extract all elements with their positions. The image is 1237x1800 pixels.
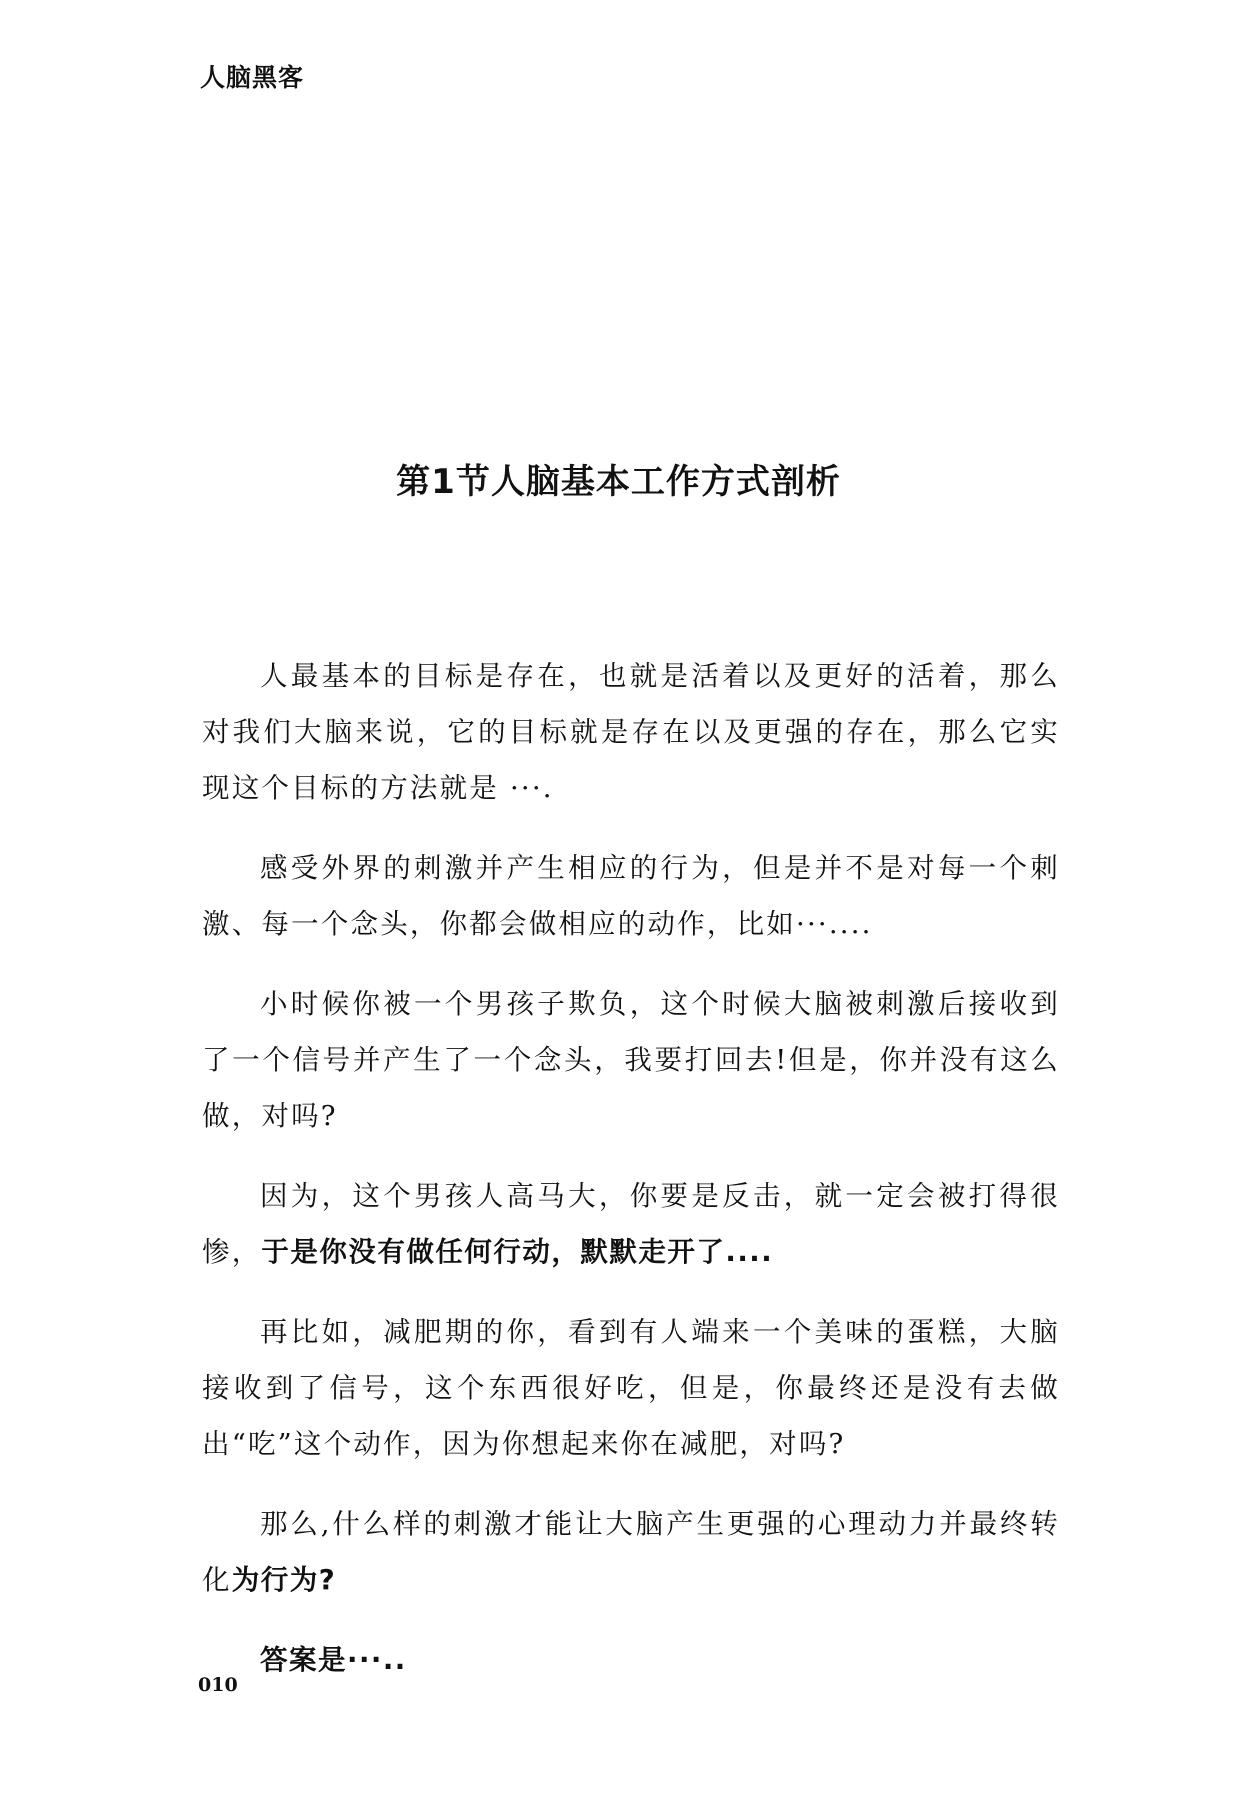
paragraph xyxy=(202,1168,1060,1280)
paragraph-text: 因为，这个男孩人高马大，你要是反击，就一定会被打得很惨， xyxy=(202,1180,1060,1268)
page-number: 010 xyxy=(198,1674,238,1696)
paragraph xyxy=(202,648,1060,816)
paragraph-text: 那么,什么样的刺激才能让大脑产生更强的心理动力并最终转化 xyxy=(202,1508,1060,1596)
body-text xyxy=(202,648,1060,1712)
paragraph-bold-text: 于是你没有做任何行动，默默走开了.... xyxy=(261,1236,774,1268)
paragraph xyxy=(202,1632,1060,1688)
paragraph-text: 人最基本的目标是存在，也就是活着以及更好的活着，那么对我们大脑来说，它的目标就是存在以及更强的存在，那么它实现这个目标的方法就是 ···. xyxy=(202,660,1060,804)
running-header: 人脑黑客 xyxy=(200,63,305,92)
paragraph xyxy=(202,976,1060,1144)
paragraph-text: 小时候你被一个男孩子欺负，这个时候大脑被刺激后接收到了一个信号并产生了一个念头，我要打回去!但是，你并没有这么做，对吗? xyxy=(202,988,1060,1132)
paragraph xyxy=(202,1304,1060,1472)
paragraph-bold-text: 为行为? xyxy=(231,1564,337,1596)
paragraph-bold-text: 答案是···.. xyxy=(260,1644,407,1676)
paragraph-text: 感受外界的刺激并产生相应的行为，但是并不是对每一个刺激、每一个念头，你都会做相应的动作，比如···.... xyxy=(202,852,1060,940)
paragraph xyxy=(202,840,1060,952)
paragraph xyxy=(202,1496,1060,1608)
paragraph-text: 再比如，减肥期的你，看到有人端来一个美味的蛋糕，大脑接收到了信号，这个东西很好吃，但是，你最终还是没有去做出“吃”这个动作，因为你想起来你在减肥，对吗? xyxy=(202,1316,1060,1460)
section-title: 第1节人脑基本工作方式剖析 xyxy=(396,462,841,502)
